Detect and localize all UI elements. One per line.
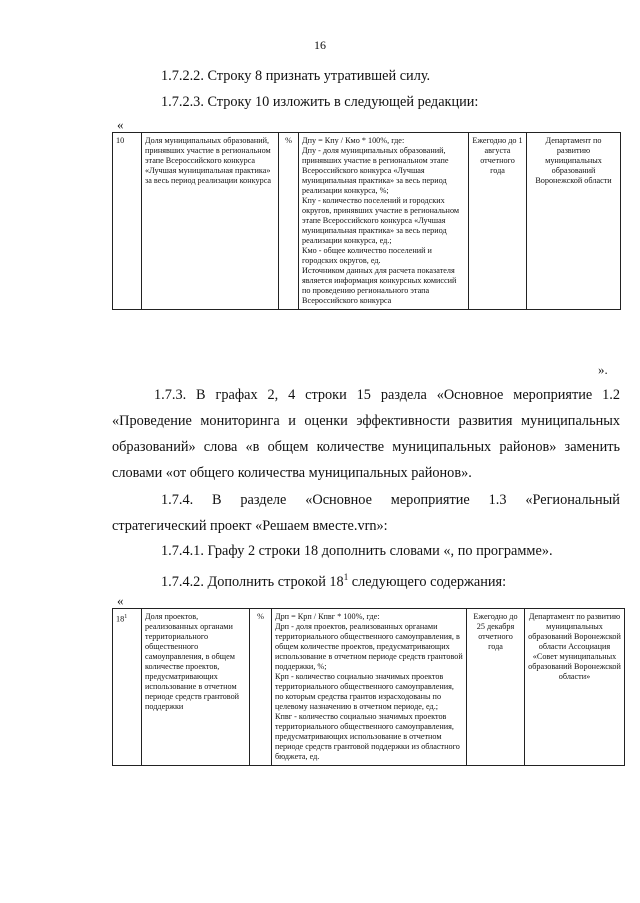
unit-cell: % [279,133,299,310]
paragraph-1-7-3 [112,382,620,486]
responsible-cell: Департамент по развитию муниципальных образований Воронежской области [527,133,621,310]
indicator-name-cell: Доля проектов, реализованных органами территориального общественного самоуправления, в общем количестве проектов, предусматривающих использование в отчетном периоде средств грантовой поддержки [142,609,250,766]
formula-line: Дпу = Кпу / Кмо * 100%, где: [302,136,405,145]
indicator-name-cell: Доля муниципальных образований, принявших участие в региональном этапе Всероссийского конкурса «Лучшая муниципальная практика» за весь период реализации конкурса [142,133,279,310]
page-number: 16 [314,38,326,52]
paragraph-1-7-4-1: 1.7.4.1. Графу 2 строки 18 дополнить словами «, по программе». [161,543,553,559]
formula-line: Крп - количество социально значимых проектов территориального общественного самоуправления, по которым средства грантов израсходованы по целевому назначению в отчетном периоде, ед.; [275,672,454,711]
word: мероприятие [390,492,470,508]
word: «Региональный [525,492,620,508]
paragraph-1-7-4-line1 [161,487,620,513]
paragraph-1-7-4-line2: стратегический проект «Решаем вместе.vrn»: [112,518,388,534]
paragraph-1-7-3-text: 1.7.3. В графах 2, 4 строки 15 раздела «Основное мероприятие 1.2 «Проведение мониторинга и оценки эффективности развития муниципальных образований» слова «в общем количестве муниципальных районов» заменить словами «от общего количества муниципальных районов». [112,387,620,481]
formula-line: Кпвг - количество социально значимых проектов территориального общественного самоуправления, предусматривающих использование в отчетном периоде средств грантовой поддержки из областного бюджета, ед. [275,712,460,761]
paragraph-1-7-2-3: 1.7.2.3. Строку 10 изложить в следующей редакции: [161,94,479,110]
opening-quote-2: « [117,593,124,608]
p6-post: следующего содержания: [348,573,507,590]
unit-cell: % [250,609,272,766]
word: 1.3 [488,492,507,508]
row-number-cell [113,609,142,766]
closing-quote-1: ». [598,362,608,377]
table-row-18-1 [112,608,625,766]
paragraph-1-7-4-2 [161,564,506,595]
formula-line: Дрп - доля проектов, реализованных органами территориального общественного самоуправления, в общем количестве проектов, предусматривающих использование в отчетном периоде средств грантовой поддержки, %; [275,622,463,671]
formula-cell [299,133,469,310]
deadline-cell: Ежегодно до 25 декабря отчетного года [467,609,525,766]
row-number: 18 [116,614,125,624]
formula-line: Источником данных для расчета показателя является информация конкурсных комиссий по проведению регионального этапа Всероссийского конкурса [302,266,457,305]
word: «Основное [305,492,372,508]
formula-line: Дрп = Крп / Кпвг * 100%, где: [275,612,380,621]
p6-sup: 1 [343,572,349,582]
formula-line: Дпу - доля муниципальных образований, принявших участие в региональном этапе Всероссийского конкурса «Лучшая муниципальная практика» за весь период реализации конкурса, %; [302,146,449,195]
word: 1.7.4. [161,492,194,508]
p6-pre: 1.7.4.2. Дополнить строкой 18 [161,573,344,590]
row-number-sup: 1 [124,614,128,620]
responsible-cell: Департамент по развитию муниципальных образований Воронежской области Ассоциация «Совет муниципальных образований Воронежской области» [525,609,625,766]
formula-cell [272,609,467,766]
word: разделе [240,492,287,508]
formula-line: Кмо - общее количество поселений и городских округов, ед. [302,246,432,265]
deadline-cell: Ежегодно до 1 августа отчетного года [469,133,527,310]
paragraph-1-7-2-2: 1.7.2.2. Строку 8 признать утратившей силу. [161,68,431,84]
row-number-cell: 10 [113,133,142,310]
table-row-10 [112,132,621,310]
formula-line: Кпу - количество поселений и городских округов, принявших участие в региональном этапе Всероссийского конкурса «Лучшая муниципальная практика» за весь период реализации конкурса, ед.; [302,196,460,245]
word: В [212,492,222,508]
opening-quote-1: « [117,117,124,132]
